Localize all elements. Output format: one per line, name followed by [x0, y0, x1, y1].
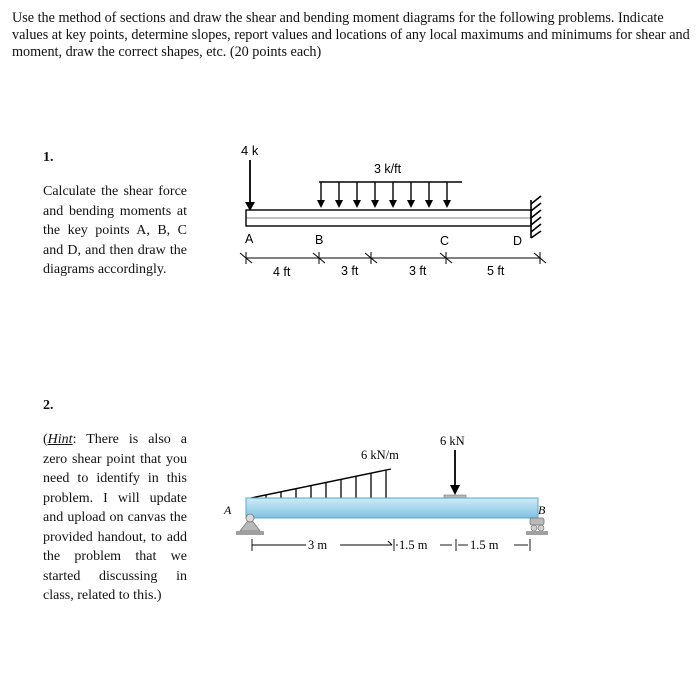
span-1-label: 3 m	[308, 538, 328, 552]
span-mid-c-label: 3 ft	[409, 264, 427, 278]
point-d-label: D	[513, 234, 523, 248]
span-b-mid-label: 3 ft	[341, 264, 359, 278]
problem-1-diagram	[228, 140, 548, 290]
point-b-label: B	[315, 233, 324, 247]
span-2-label: 1.5 m	[399, 538, 428, 552]
distributed-load	[317, 182, 462, 208]
fixed-support-d	[531, 196, 541, 238]
point-load-2-label: 6 kN	[440, 434, 465, 448]
dimension-line-1	[240, 252, 546, 264]
hint-label: Hint	[47, 432, 73, 447]
problem-2-text: (Hint: There is also a zero shear point that you need to identify in this problem. I will update and upload on canvas the provided handout, to add the problem that we started discussing in class, related to this.)	[43, 432, 187, 603]
problem-1-number: 1.	[43, 150, 54, 165]
problem-1-text: Calculate the shear force and bending moments at the key points A, B, C and D, and then draw the diagrams accordingly.	[43, 184, 187, 277]
support-a-label: A	[224, 503, 232, 517]
span-ab-label: 4 ft	[273, 265, 291, 279]
problem-2-diagram	[218, 425, 548, 575]
problem-2-number: 2.	[43, 398, 54, 413]
span-cd-label: 5 ft	[487, 264, 505, 278]
support-b-label: B	[538, 503, 546, 517]
point-c-label: C	[440, 234, 450, 248]
span-3-label: 1.5 m	[470, 538, 499, 552]
distributed-load-label: 3 k/ft	[374, 162, 402, 176]
beam-2	[246, 498, 538, 518]
point-load-label: 4 k	[241, 143, 259, 158]
instructions-text: Use the method of sections and draw the shear and bending moment diagrams for the following problems. Indicate values at key points, determine slopes, report values and locations of any local maximums and minimums for shear and moment, draw the correct shapes, etc. (20 points each)	[12, 10, 690, 60]
point-load-2-arrowhead	[450, 485, 460, 495]
roller-support-b	[526, 518, 548, 535]
point-a-label: A	[245, 232, 254, 246]
distributed-load-2-label: 6 kN/m	[361, 448, 399, 462]
